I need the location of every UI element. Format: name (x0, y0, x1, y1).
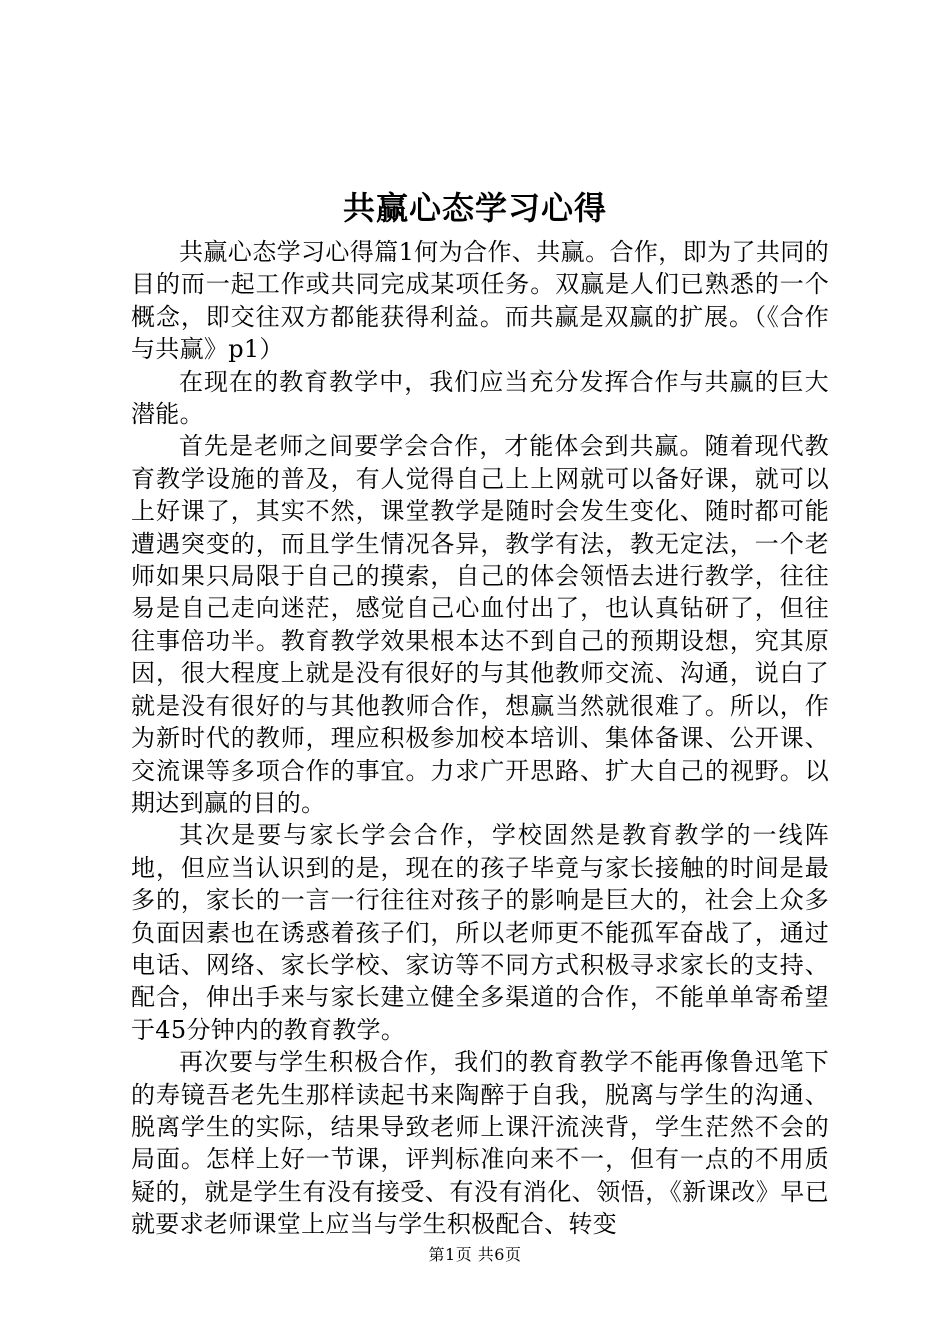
paragraph-4: 其次是要与家长学会合作，学校固然是教育教学的一线阵地，但应当认识到的是，现在的孩子毕竟与家长接触的时间是最多的，家长的一言一行往往对孩子的影响是巨大的，社会上众多负面因素也在诱惑着孩子们，所以老师更不能孤军奋战了，通过电话、网络、家长学校、家访等不同方式积极寻求家长的支持、配合，伸出手来与家长建立健全多渠道的合作，不能单单寄希望于45分钟内的教育教学。 (131, 821, 829, 1044)
document-title: 共赢心态学习心得 (342, 189, 607, 227)
paragraph-1: 共赢心态学习心得篇1何为合作、共赢。合作，即为了共同的目的而一起工作或共同完成某项任务。双赢是人们已熟悉的一个概念，即交往双方都能获得利益。而共赢是双赢的扩展。（《合作与共赢》p1） (131, 238, 829, 364)
paragraph-3: 首先是老师之间要学会合作，才能体会到共赢。随着现代教育教学设施的普及，有人觉得自己上上网就可以备好课，就可以上好课了，其实不然，课堂教学是随时会发生变化、随时都可能遭遇突变的，而且学生情况各异，教学有法，教无定法，一个老师如果只局限于自己的摸索，自己的体会领悟去进行教学，往往易是自己走向迷茫，感觉自己心血付出了，也认真钻研了，但往往事倍功半。教育教学效果根本达不到自己的预期设想，究其原因，很大程度上就是没有很好的与其他教师交流、沟通，说白了就是没有很好的与其他教师合作，想赢当然就很难了。所以，作为新时代的教师，理应积极参加校本培训、集体备课、公开课、交流课等多项合作的事宜。力求广开思路、扩大自己的视野。以期达到赢的目的。 (131, 432, 829, 817)
page-number-footer: 第1页 共6页 (428, 1245, 522, 1264)
document-body (131, 236, 829, 1241)
paragraph-5: 再次要与学生积极合作，我们的教育教学不能再像鲁迅笔下的寿镜吾老先生那样读起书来陶醉于自我，脱离与学生的沟通、脱离学生的实际，结果导致老师上课汗流浃背，学生茫然不会的局面。怎样上好一节课，评判标准向来不一，但有一点的不用质疑的，就是学生有没有接受、有没有消化、领悟，《新课改》早已就要求老师课堂上应当与学生积极配合、转变 (131, 1048, 829, 1239)
paragraph-2: 在现在的教育教学中，我们应当充分发挥合作与共赢的巨大潜能。 (131, 367, 829, 429)
